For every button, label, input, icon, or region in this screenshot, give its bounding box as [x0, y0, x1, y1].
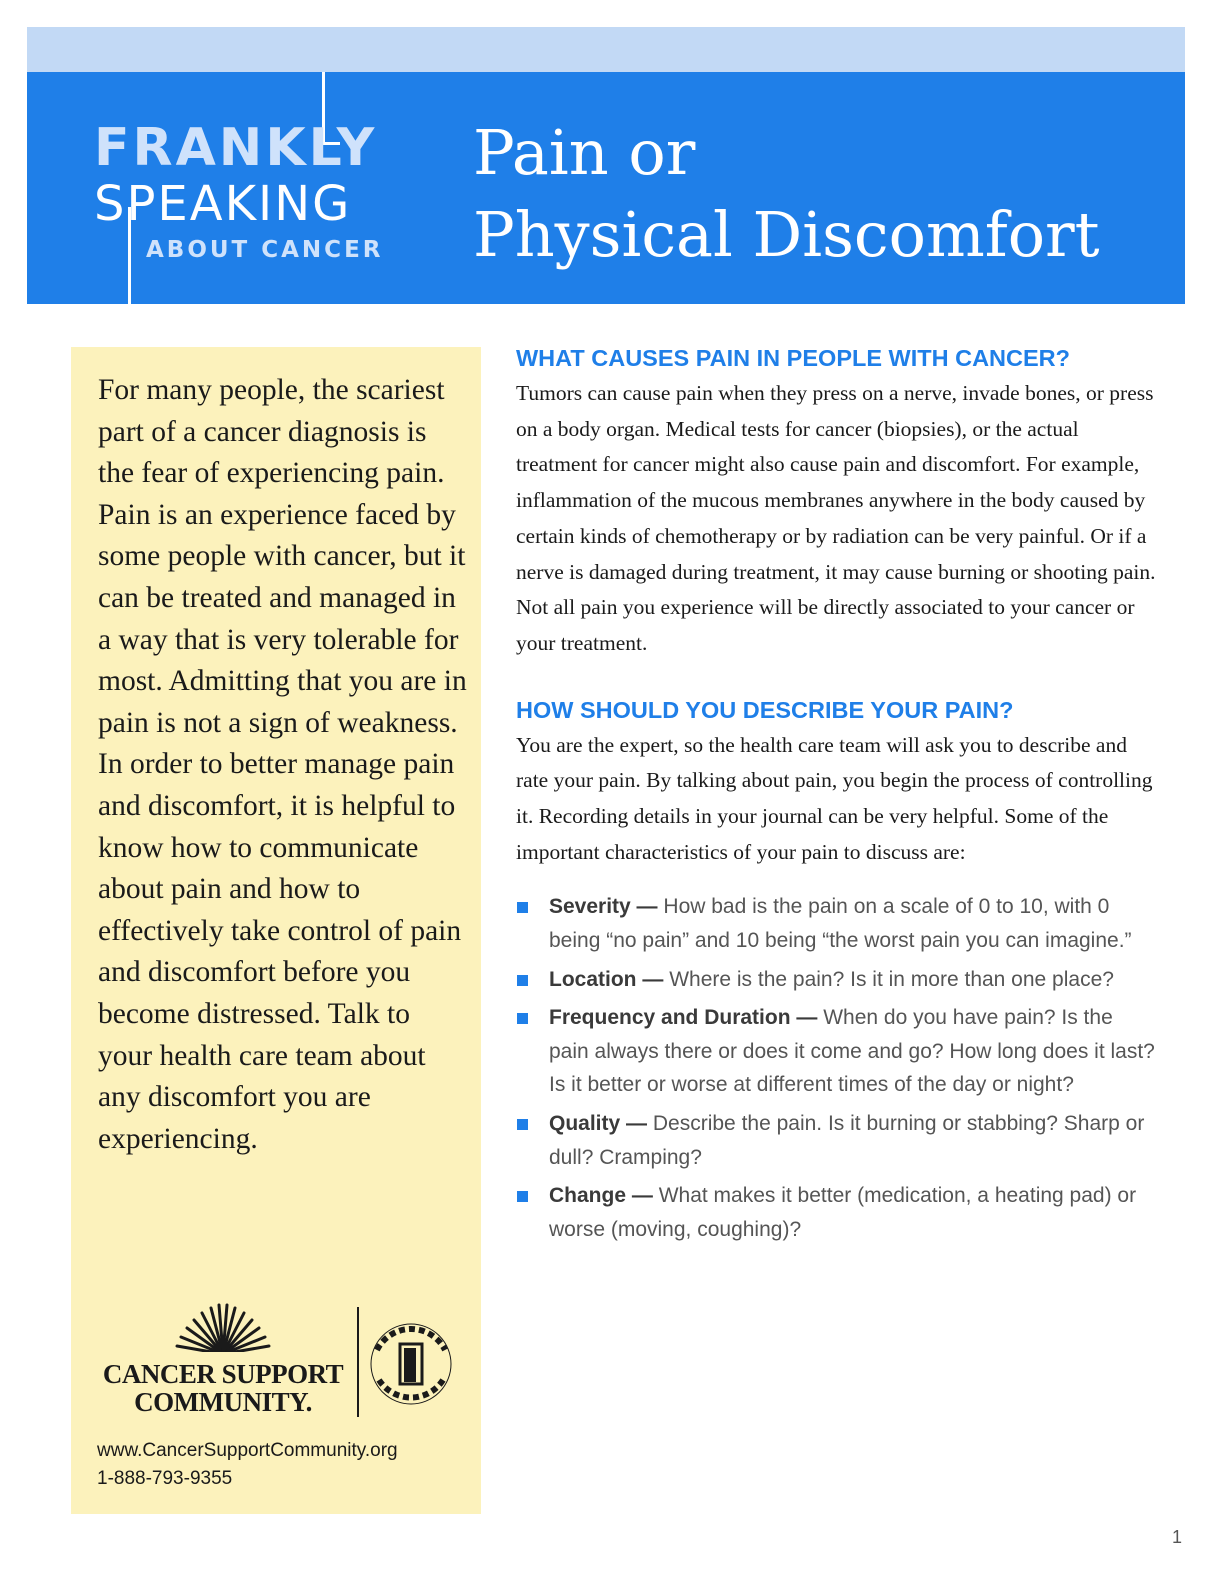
website-link[interactable]: www.CancerSupportCommunity.org	[97, 1440, 398, 1461]
contact-info	[97, 1437, 398, 1493]
list-item-text: How bad is the pain on a scale of 0 to 10, with 0 being “no pain” and 10 being “the worst pain you can imagine.”	[549, 895, 1132, 953]
section-body-describe: You are the expert, so the health care team will ask you to describe and rate your pain. By talking about pain, you begin the process of controlling it. Recording details in your journal can be very helpful. Some of the important characteristics of your pain to discuss are:	[516, 732, 1153, 864]
pain-characteristics-list	[516, 890, 1156, 1246]
title-line-2: Physical Discomfort	[473, 198, 1100, 271]
bullet-square-icon	[517, 902, 528, 913]
title-line-1: Pain or	[473, 116, 696, 189]
list-item	[516, 963, 1156, 997]
sidebar-intro-text: For many people, the scariest part of a cancer diagnosis is the fear of experiencing pain. Pain is an experience faced by some people with cancer, but it can be treated and managed in a way that is very tolerable for most. Admitting that you are in pain is not a sign of weakness. In order to better manage pain and discomfort, it is helpful to know how to communicate about pain and how to effectively take control of pain and discomfort before you become distressed. Talk to your health care team about any discomfort you are experiencing.	[98, 374, 467, 1155]
page-number: 1	[1172, 1527, 1183, 1547]
sidebar-panel	[71, 347, 481, 1514]
list-item-text: When do you have pain? Is the pain always there or does it come and go? How long does it last? Is it better or worse at different times of the day or night?	[549, 1006, 1155, 1097]
cancer-support-community-logo	[95, 1302, 455, 1427]
list-item-text: Where is the pain? Is it in more than one place?	[669, 967, 1114, 991]
bullet-square-icon	[517, 1119, 528, 1130]
org-name-line-1: CANCER SUPPORT	[102, 1359, 344, 1389]
list-item-text: Describe the pain. Is it burning or stabbing? Sharp or dull? Cramping?	[549, 1112, 1145, 1169]
list-item-text: What makes it better (medication, a heating pad) or worse (moving, coughing)?	[549, 1184, 1137, 1241]
list-item-term: Location —	[549, 967, 664, 991]
org-name	[95, 1360, 351, 1416]
list-item-term: Quality —	[549, 1112, 648, 1135]
logo-line-speaking: SPEAKING	[94, 176, 352, 232]
section-body-causes: Tumors can cause pain when they press on a nerve, invade bones, or press on a body organ. Medical tests for cancer (biopsies), or the actual treatment for cancer might also cause pain and discomfort. For example, inflammation of the mucous membranes anywhere in the body caused by certain kinds of chemotherapy or by radiation can be very painful. Or if a nerve is damaged during treatment, it may cause burning or shooting pain. Not all pain you experience will be directly associated to your cancer or your treatment.	[516, 381, 1156, 655]
header-top-strip	[27, 27, 1185, 72]
list-item	[516, 1107, 1156, 1174]
list-item-term: Frequency and Duration —	[549, 1006, 818, 1030]
list-item-term: Severity —	[549, 895, 658, 919]
section-heading-causes: WHAT CAUSES PAIN IN PEOPLE WITH CANCER?	[516, 345, 1070, 371]
list-item	[516, 1001, 1156, 1102]
list-item	[516, 890, 1156, 957]
bullet-square-icon	[517, 1191, 528, 1202]
phone-number: 1-888-793-9355	[97, 1468, 233, 1489]
logo-divider	[357, 1307, 359, 1417]
org-name-line-2: COMMUNITY.	[134, 1387, 312, 1417]
page-title	[473, 112, 1100, 276]
list-item-term: Change —	[549, 1184, 653, 1208]
main-content	[516, 340, 1156, 1251]
sunburst-icon	[95, 1302, 351, 1362]
list-item	[516, 1179, 1156, 1246]
bullet-square-icon	[517, 975, 528, 986]
section-heading-describe: HOW SHOULD YOU DESCRIBE YOUR PAIN?	[516, 696, 1014, 723]
logo-line-frankly: FRANKLY	[94, 118, 378, 178]
frankly-speaking-logo	[94, 72, 394, 304]
logo-line-about-cancer: ABOUT CANCER	[146, 237, 384, 263]
bullet-square-icon	[517, 1013, 528, 1024]
gildas-club-seal-icon	[367, 1320, 455, 1408]
